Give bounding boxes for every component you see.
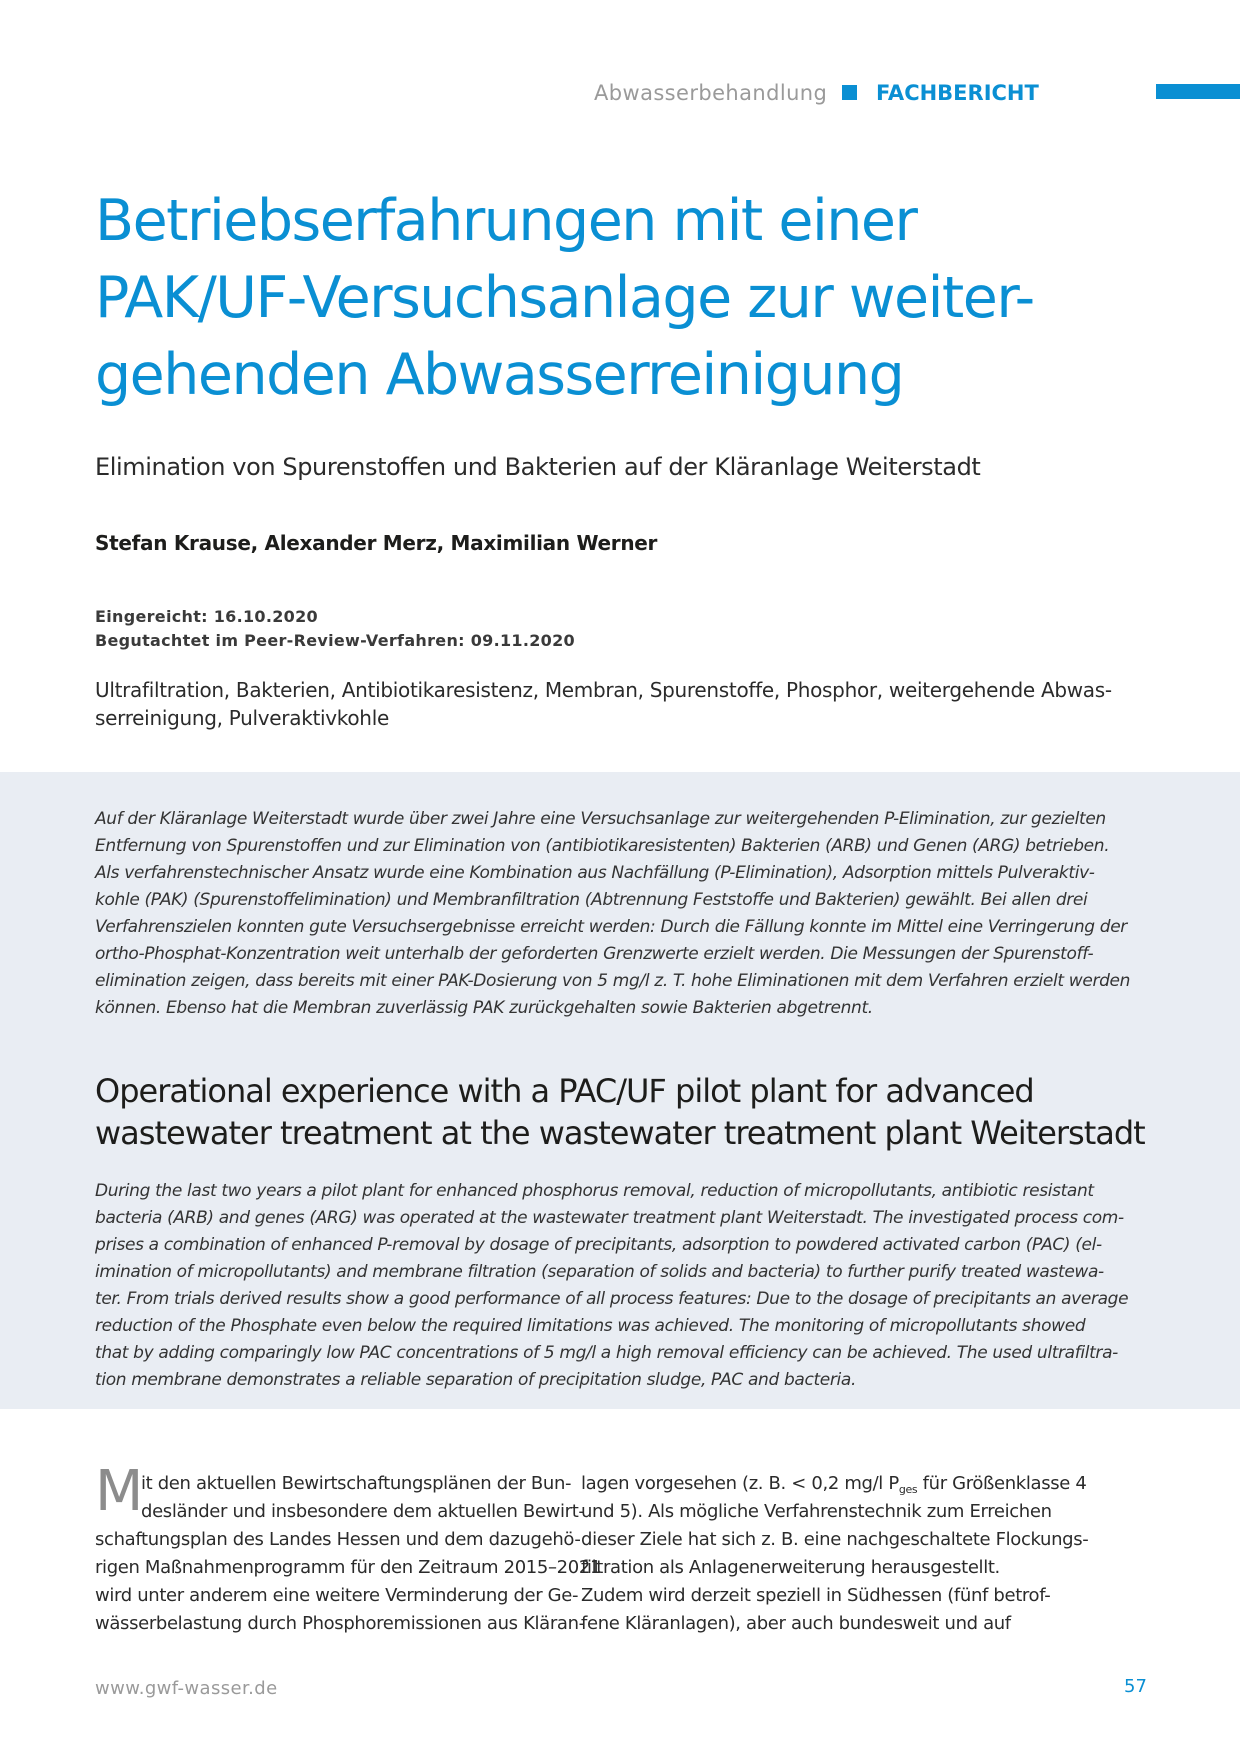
review-date: Begutachtet im Peer-Review-Verfahren: 09.11.2020 [95, 631, 575, 650]
abstract-german [95, 806, 1131, 1022]
abstract-line: imination of micropollutants) and membrane filtration (separation of solids and bacteria) to further purify treated wastewa- [95, 1262, 1104, 1282]
body-line: Zudem wird derzeit speziell in Südhessen (fünf betrof- [581, 1585, 1051, 1606]
abstract-line: prises a combination of enhanced P-removal by dosage of precipitants, adsorption to powdered activated carbon (PAC) (el- [95, 1235, 1102, 1255]
page-number: 57 [1124, 1676, 1147, 1697]
running-header-category: FACHBERICHT [876, 81, 1039, 105]
article-authors: Stefan Krause, Alexander Merz, Maximilian Werner [95, 531, 658, 555]
english-title-line: wastewater treatment at the wastewater treatment plant Weiterstadt [95, 1114, 1145, 1152]
body-line: dieser Ziele hat sich z. B. eine nachgeschaltete Flockungs- [581, 1529, 1089, 1550]
english-title-line: Operational experience with a PAC/UF pilot plant for advanced [95, 1072, 1034, 1110]
abstract-line: tion membrane demonstrates a reliable separation of precipitation sludge, PAC and bacteria. [95, 1370, 857, 1390]
abstract-line: Auf der Kläranlage Weiterstadt wurde über zwei Jahre eine Versuchsanlage zur weitergehenden P-Elimination, zur gezielten [95, 809, 1106, 829]
running-header-section: Abwasserbehandlung [594, 81, 828, 105]
abstract-line: Entfernung von Spurenstoffen und zur Elimination von (antibiotikaresistenten) Bakterien (ARB) und Genen (ARG) betrieben. [95, 836, 1110, 856]
title-line: Betriebserfahrungen mit einer [95, 188, 917, 254]
header-accent-bar [1156, 84, 1240, 99]
body-line [581, 1470, 1087, 1498]
drop-cap: M [95, 1459, 143, 1524]
body-line: und 5). Als mögliche Verfahrenstechnik zum Erreichen [581, 1501, 1052, 1522]
article-title [95, 183, 1155, 414]
abstract-line: ter. From trials derived results show a good performance of all process features: Due to the dosage of precipitants an average [95, 1289, 1129, 1309]
abstract-line: ortho-Phosphat-Konzentration weit unterhalb der geforderten Grenzwerte erzielt werden. Die Messungen der Spurenstoff- [95, 944, 1094, 964]
footer-url: www.gwf-wasser.de [95, 1678, 278, 1699]
body-text: für Größenklasse 4 [917, 1473, 1087, 1494]
body-line: fene Kläranlagen), aber auch bundesweit und auf [581, 1613, 1011, 1634]
abstract-line: bacteria (ARB) and genes (ARG) was operated at the wastewater treatment plant Weiterstadt. The investigated process com- [95, 1208, 1124, 1228]
subscript-ges: ges [898, 1483, 918, 1496]
english-title [95, 1070, 1145, 1154]
body-column-right [581, 1470, 1089, 1638]
body-line: filtration als Anlagenerweiterung herausgestellt. [581, 1557, 1000, 1578]
keywords-line: Ultrafiltration, Bakterien, Antibiotikaresistenz, Membran, Spurenstoffe, Phosphor, weitergehende Abwas- [95, 678, 1112, 702]
header-square-marker [842, 85, 857, 100]
submitted-date: Eingereicht: 16.10.2020 [95, 607, 318, 626]
body-text: lagen vorgesehen (z. B. < 0,2 mg/l P [581, 1473, 899, 1494]
body-line: it den aktuellen Bewirtschaftungsplänen der Bun- [141, 1473, 572, 1494]
abstract-english [95, 1178, 1129, 1394]
keywords-line: serreinigung, Pulveraktivkohle [95, 706, 389, 730]
abstract-line: elimination zeigen, dass bereits mit einer PAK-Dosierung von 5 mg/l z. T. hohe Eliminationen mit dem Verfahren erzielt werden [95, 971, 1131, 991]
abstract-line: können. Ebenso hat die Membran zuverlässig PAK zurückgehalten sowie Bakterien abgetrennt. [95, 998, 873, 1018]
abstract-line: Verfahrenszielen konnten gute Versuchsergebnisse erreicht werden: Durch die Fällung konnte im Mittel eine Verringerung der [95, 917, 1127, 937]
abstract-line: Als verfahrenstechnischer Ansatz wurde eine Kombination aus Nachfällung (P-Elimination), Adsorption mittels Pulveraktiv- [95, 863, 1095, 883]
abstract-line: reduction of the Phosphate even below the required limitations was achieved. The monitoring of micropollutants showed [95, 1316, 1086, 1336]
keywords [95, 676, 1112, 732]
body-line: wässerbelastung durch Phosphoremissionen aus Kläran- [95, 1613, 585, 1634]
body-line: wird unter anderem eine weitere Verminderung der Ge- [95, 1585, 579, 1606]
title-line: PAK/UF-Versuchsanlage zur weiter- [95, 265, 1034, 331]
abstract-line: kohle (PAK) (Spurenstoffelimination) und Membranfiltration (Abtrennung Feststoffe und Bakterien) gewählt. Bei allen drei [95, 890, 1088, 910]
title-line: gehenden Abwasserreinigung [95, 342, 904, 408]
body-line: desländer und insbesondere dem aktuellen Bewirt- [141, 1501, 585, 1522]
body-line: rigen Maßnahmenprogramm für den Zeitraum 2015–2021 [95, 1557, 602, 1578]
body-line: schaftungsplan des Landes Hessen und dem dazugehö- [95, 1529, 581, 1550]
abstract-line: During the last two years a pilot plant for enhanced phosphorus removal, reduction of micropollutants, antibiotic resistant [95, 1181, 1094, 1201]
abstract-line: that by adding comparingly low PAC concentrations of 5 mg/l a high removal efficiency can be achieved. The used ultrafiltra- [95, 1343, 1118, 1363]
body-column-left [95, 1459, 602, 1638]
article-subtitle: Elimination von Spurenstoffen und Bakterien auf der Kläranlage Weiterstadt [95, 453, 981, 481]
